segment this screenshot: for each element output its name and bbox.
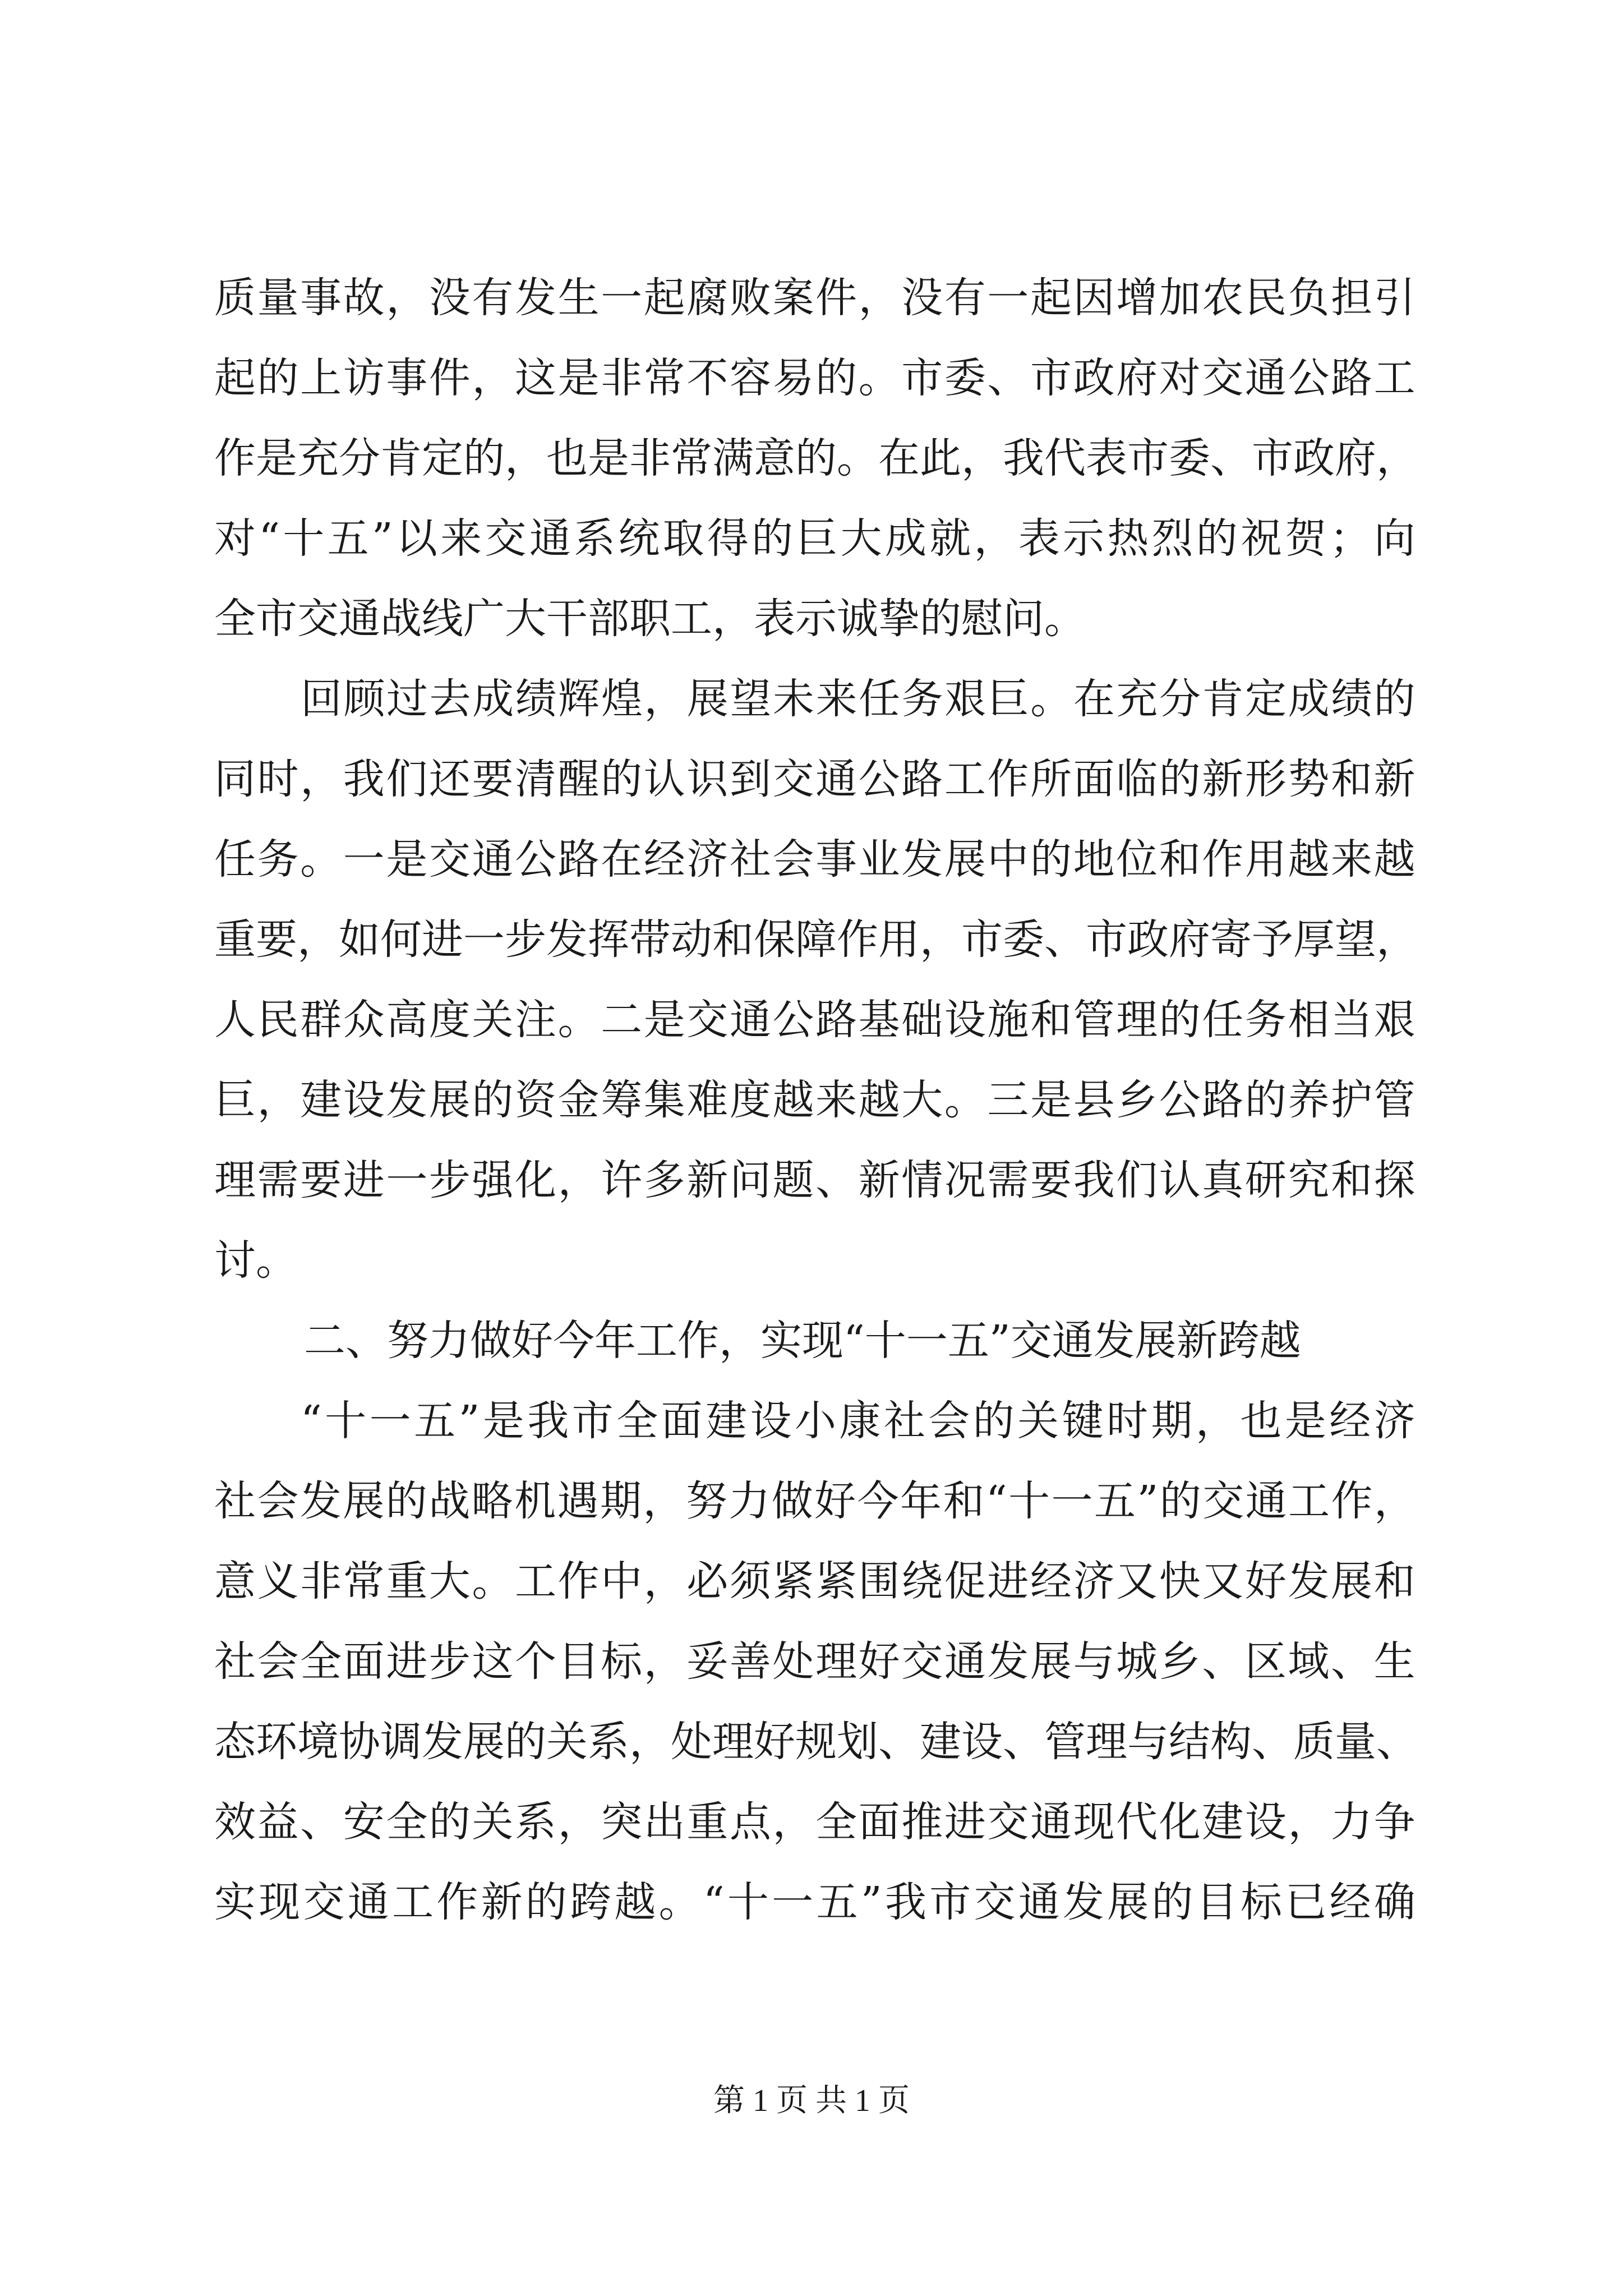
text-line: 态 环 境 协 调 发 展 的 关 系 ， 处 理 好 规 划 、 建 设 、 管 理 与 结 构 、 质 量 、 xyxy=(214,1718,1418,1766)
text-line: 社 会 发 展 的 战 略 机 遇 期 ， 努 力 做 好 今 年 和 “ 十 一 五 ” 的 交 通 工 作 ， xyxy=(214,1477,1415,1525)
text-line: 讨。 xyxy=(214,1236,297,1285)
text-line: 社 会 全 面 进 步 这 个 目 标 ， 妥 善 处 理 好 交 通 发 展 与 城 乡 、 区 域 、 生 xyxy=(214,1637,1415,1686)
text-line: 理 需 要 进 一 步 强 化 ， 许 多 新 问 题 、 新 情 况 需 要 我 们 认 真 研 究 和 探 xyxy=(214,1156,1415,1204)
text-line: 同 时 ， 我 们 还 要 清 醒 的 认 识 到 交 通 公 路 工 作 所 面 临 的 新 形 势 和 新 xyxy=(214,755,1415,803)
page-footer: 第 1 页 共 1 页 xyxy=(713,2083,910,2118)
text-line: 回 顾 过 去 成 绩 辉 煌 ， 展 望 未 来 任 务 艰 巨 。 在 充 分 肯 定 成 绩 的 xyxy=(301,675,1415,723)
text-line: 巨 ， 建 设 发 展 的 资 金 筹 集 难 度 越 来 越 大 。 三 是 县 乡 公 路 的 养 护 管 xyxy=(214,1076,1415,1124)
text-line: 起 的 上 访 事 件 ， 这 是 非 常 不 容 易 的 。 市 委 、 市 政 府 对 交 通 公 路 工 xyxy=(214,354,1415,402)
text-line: 意 义 非 常 重 大 。 工 作 中 ， 必 须 紧 紧 围 绕 促 进 经 济 又 快 又 好 发 展 和 xyxy=(214,1557,1415,1605)
text-line: 重 要 ， 如 何 进 一 步 发 挥 带 动 和 保 障 作 用 ， 市 委 、 市 政 府 寄 予 厚 望 ， xyxy=(214,915,1418,964)
text-line: 人 民 群 众 高 度 关 注 。 二 是 交 通 公 路 基 础 设 施 和 管 理 的 任 务 相 当 艰 xyxy=(214,996,1415,1044)
section-heading: 二、努力做好今年工作，实现“十一五”交通发展新跨越 xyxy=(304,1317,1301,1365)
text-line: 实 现 交 通 工 作 新 的 跨 越 。 “ 十 一 五 ” 我 市 交 通 发 展 的 目 标 已 经 确 xyxy=(214,1878,1415,1926)
text-line: 全市交通战线广大干部职工，表示诚挚的慰问。 xyxy=(214,595,1086,643)
text-line: 对 “ 十 五 ” 以 来 交 通 系 统 取 得 的 巨 大 成 就 ， 表 示 热 烈 的 祝 贺 ； 向 xyxy=(214,514,1415,563)
text-line: 作 是 充 分 肯 定 的 ， 也 是 非 常 满 意 的 。 在 此 ， 我 代 表 市 委 、 市 政 府 ， xyxy=(214,434,1418,482)
document-body xyxy=(214,258,1418,1943)
text-line: 效 益 、 安 全 的 关 系 ， 突 出 重 点 ， 全 面 推 进 交 通 现 代 化 建 设 ， 力 争 xyxy=(214,1798,1415,1846)
text-line: “ 十 一 五 ” 是 我 市 全 面 建 设 小 康 社 会 的 关 键 时 期 ， 也 是 经 济 xyxy=(301,1397,1415,1445)
text-line: 任 务 。 一 是 交 通 公 路 在 经 济 社 会 事 业 发 展 中 的 地 位 和 作 用 越 来 越 xyxy=(214,835,1415,884)
text-line: 质 量 事 故 ， 没 有 发 生 一 起 腐 败 案 件 ， 没 有 一 起 因 增 加 农 民 负 担 引 xyxy=(214,274,1415,322)
